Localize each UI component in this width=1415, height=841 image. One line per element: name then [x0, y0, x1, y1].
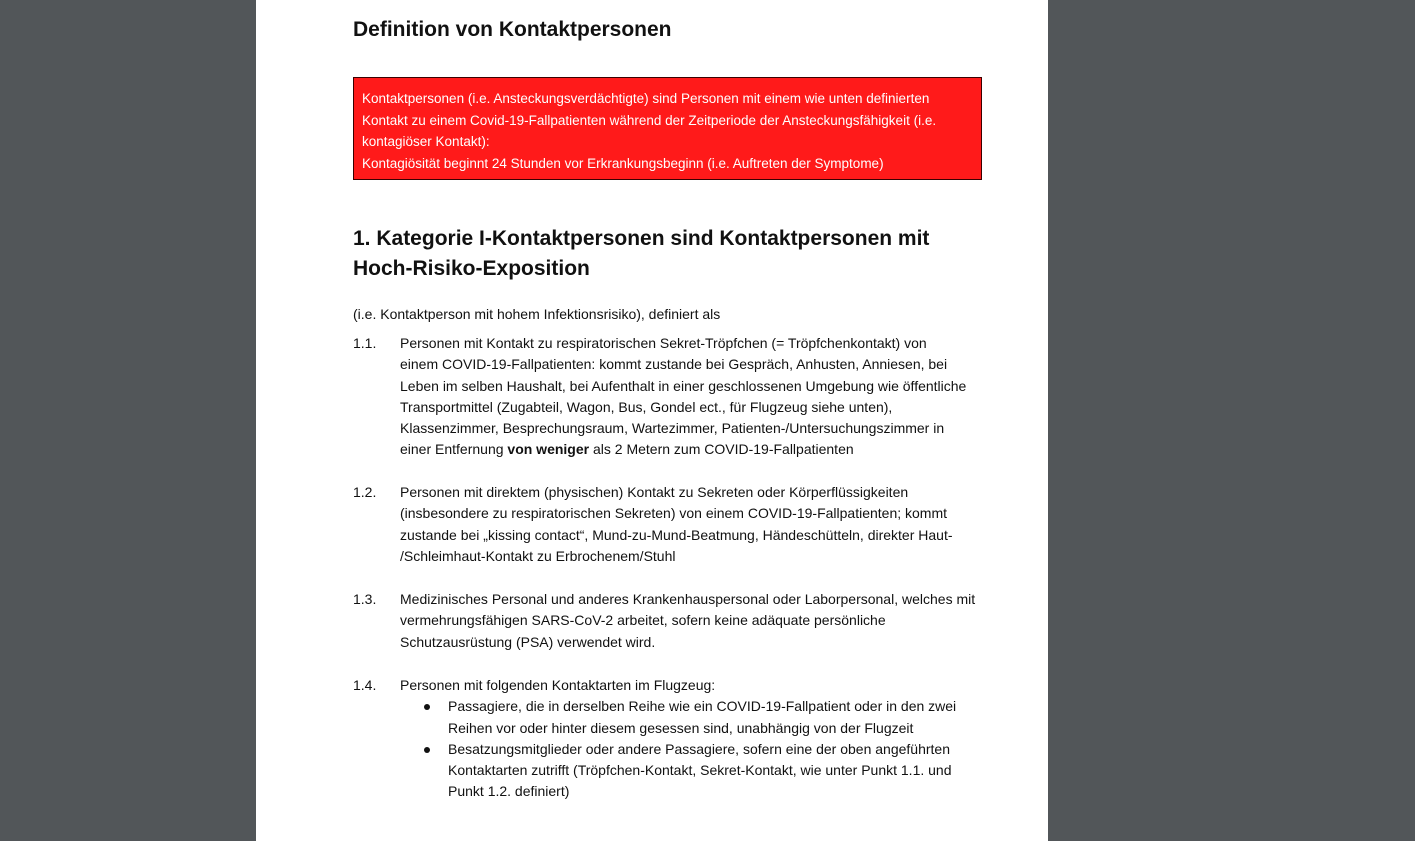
item-number: 1.4. — [353, 677, 377, 693]
item-text — [400, 675, 990, 803]
item-line: Leben im selben Haushalt, bei Aufenthalt in einer geschlossenen Umgebung wie öffentliche — [400, 377, 967, 394]
item-line: /Schleimhaut-Kontakt zu Erbrochenem/Stuhl — [400, 547, 676, 564]
item-line-text: einer Entfernung — [400, 441, 508, 458]
item-line: Personen mit Kontakt zu respiratorischen Sekret-Tröpfchen (= Tröpfchenkontakt) von — [400, 335, 927, 351]
bullet-line: Besatzungsmitglieder oder andere Passagiere, sofern eine der oben angeführten — [448, 740, 950, 757]
item-line: Klassenzimmer, Besprechungsraum, Wartezimmer, Patienten-/Untersuchungszimmer in — [400, 420, 945, 437]
bullet-dot-icon — [424, 747, 430, 753]
alert-line: Kontakt zu einem Covid-19-Fallpatienten während der Zeitperiode der Ansteckungsfähigkeit (i.e. — [362, 112, 937, 128]
category-heading-line: Hoch-Risiko-Exposition — [353, 257, 590, 280]
category-heading — [353, 224, 929, 284]
bullet-item — [400, 739, 990, 803]
item-line: einem COVID-19-Fallpatienten: kommt zustande bei Gespräch, Anhusten, Anniesen, bei — [400, 356, 948, 373]
item-line: (insbesondere zu respiratorischen Sekreten) von einem COVID-19-Fallpatienten; kommt — [400, 505, 948, 522]
item-line: Schutzausrüstung (PSA) verwendet wird. — [400, 633, 656, 650]
bullet-dot-icon — [424, 704, 430, 710]
bullet-line: Passagiere, die in derselben Reihe wie ein COVID-19-Fallpatient oder in den zwei — [448, 698, 957, 715]
bullet-item — [400, 696, 990, 739]
item-text — [400, 589, 990, 653]
item-line — [400, 439, 990, 460]
alert-line: kontagiöser Kontakt): — [362, 134, 490, 149]
item-line: Personen mit folgenden Kontaktarten im Flugzeug: — [400, 677, 716, 693]
definition-alert-box — [353, 77, 982, 180]
item-line: Medizinisches Personal und anderes Krankenhauspersonal oder Laborpersonal, welches mit — [400, 591, 976, 607]
bullet-line: Kontaktarten zutrifft (Tröpfchen-Kontakt, Sekret-Kontakt, wie unter Punkt 1.1. und — [448, 762, 952, 779]
alert-line: Kontaktpersonen (i.e. Ansteckungsverdächtigte) sind Personen mit einem wie unten definierten — [362, 91, 930, 106]
bullet-list — [400, 696, 990, 802]
item-text — [400, 482, 990, 567]
section-title: Definition von Kontaktpersonen — [353, 18, 672, 41]
item-number: 1.1. — [353, 335, 377, 351]
item-line: Transportmittel (Zugabteil, Wagon, Bus, Gondel ect., für Flugzeug siehe unten), — [400, 398, 893, 415]
item-number: 1.2. — [353, 484, 377, 500]
bullet-line: Reihen vor oder hinter diesem gesessen sind, unabhängig von der Flugzeit — [448, 719, 914, 736]
intro-text: (i.e. Kontaktperson mit hohem Infektionsrisiko), definiert als — [353, 306, 721, 322]
emphasis-text: von weniger — [507, 441, 590, 458]
item-line: vermehrungsfähigen SARS-CoV-2 arbeitet, sofern keine adäquate persönliche — [400, 612, 886, 629]
item-line: Personen mit direktem (physischen) Kontakt zu Sekreten oder Körperflüssigkeiten — [400, 484, 909, 500]
document-page — [256, 0, 1048, 841]
category-heading-line: 1. Kategorie I-Kontaktpersonen sind Kontaktpersonen mit — [353, 227, 930, 250]
item-text — [400, 333, 990, 461]
item-line: zustande bei „kissing contact“, Mund-zu-Mund-Beatmung, Händeschütteln, direkter Haut- — [400, 526, 953, 543]
item-number: 1.3. — [353, 591, 377, 607]
alert-line: Kontagiösität beginnt 24 Stunden vor Erkrankungsbeginn (i.e. Auftreten der Symptome) — [362, 155, 884, 171]
item-line-text: als 2 Metern zum COVID-19-Fallpatienten — [589, 441, 854, 458]
bullet-line: Punkt 1.2. definiert) — [448, 783, 570, 800]
